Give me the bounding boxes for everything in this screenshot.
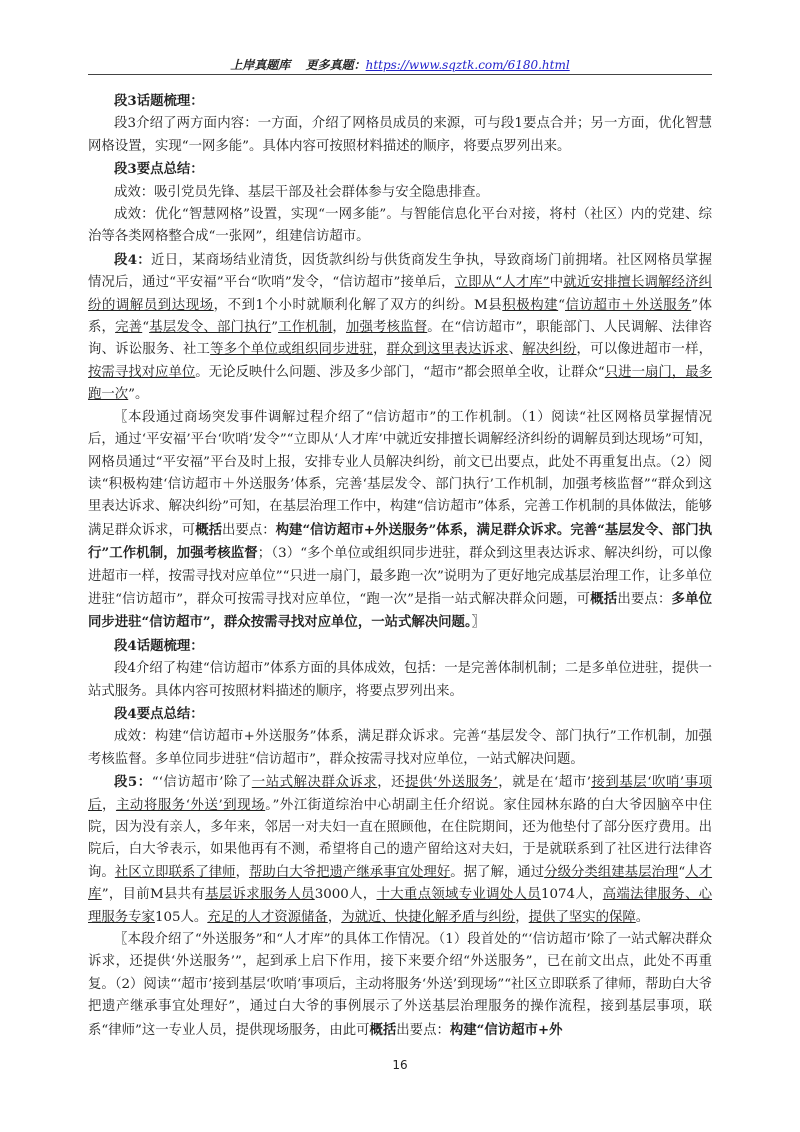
underlined-text: 群众到这里表达诉求 [386, 342, 509, 358]
header-site-title: 上岸真题库 [230, 58, 291, 72]
underlined-text: 积极构建 [502, 297, 559, 313]
page-header [88, 56, 712, 73]
text-run: 、 [508, 342, 523, 358]
underlined-text: 基层诉求服务人员 [205, 887, 315, 903]
text-run: 成效：优化“智慧网格”设置，实现“一网多能”。与智能信息化平台对接，将村（社区）内的党建、综治等各类网格整合成“一张网”，组建信访超市。 [88, 207, 712, 245]
text-run: ， [372, 342, 387, 358]
underlined-text: 为就近、快捷化解矛盾与纠纷 [341, 909, 516, 925]
text-run: “‘信访超市’除了 [151, 775, 252, 791]
text-run: ，还 [377, 775, 406, 791]
bold-text: 多单位同步进驻“信访超市”，群众按需寻找对应单位，一站式解决问题。 [88, 590, 713, 631]
paragraph [88, 771, 712, 929]
text-run: 出要点： [396, 1022, 450, 1038]
text-run: 。在“信访超市”，职能部门、人民调解、法律咨询、诉讼服务、社工 [88, 320, 713, 358]
underlined-text: 信访超市＋外送服务 [564, 297, 692, 313]
text-run: 〖本段通过商场突发事件调解过程介绍了“信访超市”的工作机制。（1）阅读“社区网格员掌握情况后，通过‘平安福’平台‘吹哨’发令”“立即从‘人才库’中就近安排擅长调解经济纠纷的调解员到达现场”可知，网格员通过“平安福”平台及时上报，安排专业人员解决纠纷，前文已出要点，此处不再重复出点。（2）阅读“积极构建‘信访超市＋外送服务’体系，完善‘基层发令、部门执行’工作机制，加强考核监督”“群众到这里表达诉求、解决纠纷”可知，在基层治理工作中，构建“信访超市”体系，完善工作机制的具体做法，能够满足群众诉求，可 [88, 409, 712, 538]
text-run: 〖本段介绍了“外送服务”和“人才库”的具体工作情况。（1）段首处的“‘信访超市’除了一站式解决群众诉求，还提供‘外送服务’”，起到承上启下作用，接下来要介绍“外送服务”，已在前文出点，此处不再重复。（2）阅读“‘超市’接到基层‘吹哨’事项后，主动将服务‘外送’到现场”“社区立即联系了律师，帮助白大爷把遗产继承事宜处理好”，通过白大爷的事例展示了外送基层治理服务的操作流程，接到基层事项，联系“律师”这一专业人员，提供现场服务，由此可 [88, 932, 712, 1038]
underlined-text: 提供了坚实的保障 [528, 909, 636, 925]
paragraph [88, 90, 712, 113]
text-run: ，就是在‘超市’ [497, 775, 591, 791]
text-run: 105人。 [154, 909, 208, 925]
text-run: ， [332, 320, 346, 336]
text-run: 1074人， [540, 887, 603, 903]
document-body [88, 90, 712, 1042]
paragraph [88, 703, 712, 726]
text-run: ， [327, 909, 342, 925]
text-run: ，可以像进超市一样， [576, 342, 713, 358]
underlined-text: 解决纠纷 [522, 342, 577, 358]
text-run: 出要点： [222, 522, 276, 538]
text-run: ， [101, 797, 116, 813]
bold-text: 段4要点总结： [114, 705, 204, 722]
underlined-text: 等多个单位或组织同步进驻 [210, 342, 373, 358]
underlined-text: 立即从“人才库” [454, 275, 550, 291]
underlined-text: 加强考核监督 [345, 320, 428, 336]
underlined-text: 基层发令、部门执行 [149, 320, 272, 336]
paragraph [88, 407, 712, 635]
bold-text: 段3话题梳理： [114, 93, 204, 109]
text-run: ；（3）“多个单位或组织同步进驻，群众到这里表达诉求、解决纠纷，可以像进超市一样，按需寻找对应单位”“只进一扇门，最多跑一次”说明为了更好地完成基层治理工作，让多单位进驻“信访超市”，群众可按需寻找对应单位，“跑一次”是指一站式解决群众问题，可 [88, 546, 713, 607]
bold-text: 构建“信访超市+外 [449, 1021, 563, 1038]
text-run: ，不到1个小时就顺利化解了双方的纠纷。M县 [213, 297, 503, 313]
paragraph [88, 204, 712, 249]
bold-text: 段4话题梳理： [114, 637, 204, 654]
bold-text: 概括 [195, 521, 223, 538]
text-run: 成效：构建“信访超市+外送服务”体系，满足群众诉求。完善“基层发令、部门执行”工作机制，加强考核监督。多单位同步进驻“信访超市”，群众按需寻找对应单位，一站式解决问题。 [88, 729, 712, 767]
text-run: ”，目前M县共有 [101, 887, 206, 903]
text-run: 。据了解，通过 [450, 864, 545, 880]
bold-text: 段4： [114, 251, 151, 268]
text-run: 3000人， [314, 887, 377, 903]
bold-text: 概括 [369, 1021, 397, 1038]
underlined-text: 只进一扇门，最多跑一次 [88, 364, 713, 403]
bold-text: 段5： [114, 774, 152, 791]
text-run: ” [271, 320, 279, 336]
underlined-text: 工作机制 [278, 320, 333, 336]
paragraph [88, 726, 712, 771]
paragraph [88, 182, 712, 204]
text-run: “ [142, 320, 150, 336]
header-divider [88, 74, 712, 75]
text-run: 段4介绍了构建“信访超市”体系方面的具体成效，包括：一是完善体制机制；二是多单位进驻，提供一站式服务。具体内容可按照材料描述的顺序，将要点罗列出来。 [88, 661, 713, 699]
text-run: 〗 [471, 615, 486, 631]
underlined-text: 提供‘外送服务’ [405, 775, 498, 791]
paragraph [88, 249, 712, 407]
paragraph [88, 658, 712, 703]
text-run: ， [235, 864, 250, 880]
underlined-text: 分级分类组建基层治理 [544, 864, 679, 880]
bold-text: 段3要点总结： [114, 161, 204, 178]
text-run: “ [678, 864, 686, 880]
underlined-text: 十大重点领域专业调处人员 [376, 887, 541, 903]
underlined-text: 接到基层‘吹哨’事项后 [88, 775, 713, 813]
underlined-text: 一站式解决群众诉求 [251, 775, 378, 791]
text-run: 段3介绍了两方面内容：一方面，介绍了网格员成员的来源，可与段1要点合并；另一方面，优化智慧网格设置，实现“一网多能”。具体内容可按照材料描述的顺序，将要点罗列出来。 [88, 116, 712, 154]
header-more-label: 更多真题： [305, 58, 366, 72]
text-run: 。无论反映什么问题、涉及多少部门，“超市”都会照单全收，让群众“ [195, 364, 605, 380]
underlined-text: 按需寻找对应单位 [88, 364, 196, 380]
underlined-text: 社区立即联系了律师 [114, 864, 236, 880]
header-link[interactable]: https://www.sqztk.com/6180.html [365, 58, 570, 72]
text-run: 。 [635, 909, 650, 925]
underlined-text: 完善 [115, 320, 143, 336]
text-run: ， [515, 909, 529, 925]
text-run: “ [558, 297, 565, 313]
text-run: ”。 [128, 387, 149, 403]
underlined-text: 人才库 [88, 864, 713, 903]
text-run: 近日，某商场结业清货，因货款纠纷与供货商发生争执，导致商场门前拥堵。社区网格员掌握情况后，通过“平安福”平台“吹哨”发令，“信访超市”接单后， [88, 252, 712, 291]
text-run: 中 [549, 275, 564, 291]
underlined-text: 充足的人才资源储备 [207, 909, 328, 925]
text-run: 成效：吸引党员先锋、基层干部及社会群体参与安全隐患排查。 [114, 184, 489, 200]
bold-text: 概括 [590, 590, 618, 607]
underlined-text: 帮助白大爷把遗产继承事宜处理好 [249, 864, 451, 880]
paragraph [88, 113, 712, 158]
paragraph [88, 929, 712, 1042]
bold-text: 构建“信访超市+外送服务”体系，满足群众诉求。完善“基层发令、部门执行”工作机制，加强考核监督 [88, 521, 713, 562]
text-run: 出要点： [617, 591, 672, 607]
page-number: 16 [392, 1058, 408, 1072]
underlined-text: 就近安排擅长调解经济纠纷的调解员到达现场 [88, 275, 712, 313]
paragraph [88, 158, 712, 181]
text-run: ”体系， [88, 297, 713, 336]
underlined-text: 主动将服务‘外送’到现场 [115, 797, 266, 813]
underlined-text: 高端法律服务、心理服务专家 [88, 887, 713, 925]
paragraph [88, 635, 712, 658]
text-run: 。”外江街道综治中心胡副主任介绍说。家住园林东路的白大爷因脑卒中住院，因为没有亲人，多年来，邻居一对夫妇一直在照顾他，在住院期间，还为他垫付了部分医疗费用。出院后，白大爷表示，如果他再有不测，希望将自己的遗产留给这对夫妇，于是就联系到了社区进行法律咨询。 [88, 797, 713, 880]
